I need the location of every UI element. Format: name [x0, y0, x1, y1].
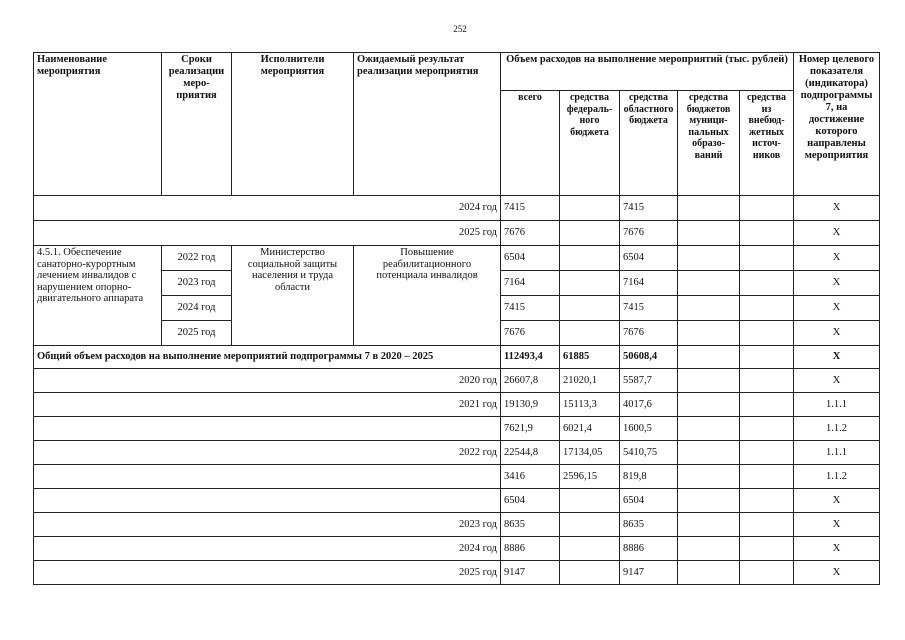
year-label: 2021 год [34, 393, 501, 417]
cell-extra [740, 537, 794, 561]
cell-municipal [678, 465, 740, 489]
table-row [34, 465, 880, 489]
header-executors: Исполнители мероприятия [232, 53, 354, 196]
year-label: 2023 год [34, 513, 501, 537]
cell-indicator: X [794, 321, 880, 346]
cell-regional: 5410,75 [620, 441, 678, 465]
cell-regional: 7676 [620, 321, 678, 346]
cell-indicator: X [794, 196, 880, 221]
cell-municipal [678, 393, 740, 417]
header-indicator: Номер целевого показателя (индикатора) подпрограммы 7, на достижение которого направлены мероприятия [794, 53, 880, 196]
cell-municipal [678, 417, 740, 441]
cell-indicator: X [794, 246, 880, 271]
cell-federal: 61885 [560, 346, 620, 369]
cell-extra [740, 346, 794, 369]
cell-extra [740, 513, 794, 537]
cell-total: 9147 [501, 561, 560, 585]
cell-municipal [678, 513, 740, 537]
table-row [34, 441, 880, 465]
year-label [34, 465, 501, 489]
cell-federal: 15113,3 [560, 393, 620, 417]
cell-extra [740, 561, 794, 585]
cell-municipal [678, 296, 740, 321]
total-label: Общий объем расходов на выполнение мероприятий подпрограммы 7 в 2020 – 2025 [34, 346, 501, 369]
cell-federal [560, 537, 620, 561]
cell-federal [560, 513, 620, 537]
cell-federal: 2596,15 [560, 465, 620, 489]
cell-federal [560, 321, 620, 346]
year-label: 2022 год [34, 441, 501, 465]
header-municipal: средства бюджетов муници-пальных образо-ваний [678, 91, 740, 196]
table-row [34, 369, 880, 393]
item-year: 2022 год [162, 246, 232, 271]
cell-extra [740, 246, 794, 271]
header-extra: средства из внебюд-жетных источ-ников [740, 91, 794, 196]
cell-extra [740, 369, 794, 393]
cell-regional: 7415 [620, 296, 678, 321]
cell-total: 19130,9 [501, 393, 560, 417]
cell-total: 8635 [501, 513, 560, 537]
cell-federal: 21020,1 [560, 369, 620, 393]
cell-total: 7164 [501, 271, 560, 296]
cell-total: 26607,8 [501, 369, 560, 393]
table-row [34, 561, 880, 585]
cell-total: 112493,4 [501, 346, 560, 369]
item-year: 2023 год [162, 271, 232, 296]
cell-indicator: 1.1.1 [794, 441, 880, 465]
cell-regional: 7415 [620, 196, 678, 221]
cell-indicator: 1.1.2 [794, 465, 880, 489]
header-total: всего [501, 91, 560, 196]
page-number: 252 [453, 24, 467, 34]
cell-indicator: X [794, 537, 880, 561]
cell-extra [740, 271, 794, 296]
item-executor: Министерство социальной защиты населения и труда области [232, 246, 354, 346]
cell-indicator: X [794, 296, 880, 321]
year-label: 2024 год [34, 196, 501, 221]
item-year: 2025 год [162, 321, 232, 346]
cell-federal [560, 561, 620, 585]
cell-municipal [678, 221, 740, 246]
cell-indicator: 1.1.1 [794, 393, 880, 417]
cell-indicator: X [794, 561, 880, 585]
year-label: 2024 год [34, 537, 501, 561]
cell-regional: 50608,4 [620, 346, 678, 369]
cell-federal [560, 196, 620, 221]
item-name: 4.5.1. Обеспечение санаторно-курортным лечением инвалидов с нарушением опорно-двигательного аппарата [34, 246, 162, 346]
cell-municipal [678, 196, 740, 221]
header-volume: Объем расходов на выполнение мероприятий (тыс. рублей) [501, 53, 794, 91]
table-row [34, 196, 880, 221]
cell-municipal [678, 441, 740, 465]
cell-regional: 7676 [620, 221, 678, 246]
cell-total: 22544,8 [501, 441, 560, 465]
cell-extra [740, 417, 794, 441]
item-year: 2024 год [162, 296, 232, 321]
cell-indicator: X [794, 346, 880, 369]
cell-indicator: X [794, 369, 880, 393]
cell-federal [560, 271, 620, 296]
total-row [34, 346, 880, 369]
table-row [34, 246, 880, 271]
cell-federal [560, 489, 620, 513]
cell-regional: 819,8 [620, 465, 678, 489]
cell-regional: 8886 [620, 537, 678, 561]
cell-total: 6504 [501, 489, 560, 513]
cell-regional: 6504 [620, 246, 678, 271]
item-result: Повышение реабилитационного потенциала инвалидов [354, 246, 501, 346]
cell-regional: 6504 [620, 489, 678, 513]
cell-total: 3416 [501, 465, 560, 489]
cell-municipal [678, 246, 740, 271]
table-row [34, 489, 880, 513]
year-label: 2025 год [34, 561, 501, 585]
cell-municipal [678, 271, 740, 296]
table-row [34, 221, 880, 246]
cell-indicator: X [794, 513, 880, 537]
cell-extra [740, 465, 794, 489]
cell-indicator: 1.1.2 [794, 417, 880, 441]
cell-federal [560, 221, 620, 246]
cell-extra [740, 296, 794, 321]
cell-regional: 4017,6 [620, 393, 678, 417]
cell-regional: 7164 [620, 271, 678, 296]
cell-federal [560, 246, 620, 271]
cell-federal [560, 296, 620, 321]
cell-municipal [678, 489, 740, 513]
cell-regional: 8635 [620, 513, 678, 537]
cell-regional: 9147 [620, 561, 678, 585]
table-row [34, 417, 880, 441]
header-name: Наименование мероприятия [34, 53, 162, 196]
cell-federal: 6021,4 [560, 417, 620, 441]
cell-regional: 5587,7 [620, 369, 678, 393]
cell-total: 7676 [501, 321, 560, 346]
cell-total: 8886 [501, 537, 560, 561]
table-row [34, 393, 880, 417]
year-label [34, 489, 501, 513]
cell-indicator: X [794, 221, 880, 246]
cell-municipal [678, 321, 740, 346]
cell-total: 6504 [501, 246, 560, 271]
cell-indicator: X [794, 489, 880, 513]
cell-total: 7621,9 [501, 417, 560, 441]
cell-extra [740, 196, 794, 221]
header-expected-result: Ожидаемый результат реализации мероприятия [354, 53, 501, 196]
cell-municipal [678, 561, 740, 585]
cell-federal: 17134,05 [560, 441, 620, 465]
cell-extra [740, 221, 794, 246]
header-regional: средства областного бюджета [620, 91, 678, 196]
cell-total: 7415 [501, 296, 560, 321]
financing-table [33, 52, 880, 585]
cell-total: 7415 [501, 196, 560, 221]
cell-municipal [678, 369, 740, 393]
table-row [34, 537, 880, 561]
cell-extra [740, 441, 794, 465]
header-terms: Сроки реализации меро-приятия [162, 53, 232, 196]
cell-extra [740, 489, 794, 513]
table-row [34, 513, 880, 537]
header-federal: средства федераль-ного бюджета [560, 91, 620, 196]
cell-municipal [678, 346, 740, 369]
cell-municipal [678, 537, 740, 561]
cell-extra [740, 321, 794, 346]
cell-extra [740, 393, 794, 417]
cell-total: 7676 [501, 221, 560, 246]
year-label: 2025 год [34, 221, 501, 246]
year-label [34, 417, 501, 441]
cell-indicator: X [794, 271, 880, 296]
year-label: 2020 год [34, 369, 501, 393]
cell-regional: 1600,5 [620, 417, 678, 441]
